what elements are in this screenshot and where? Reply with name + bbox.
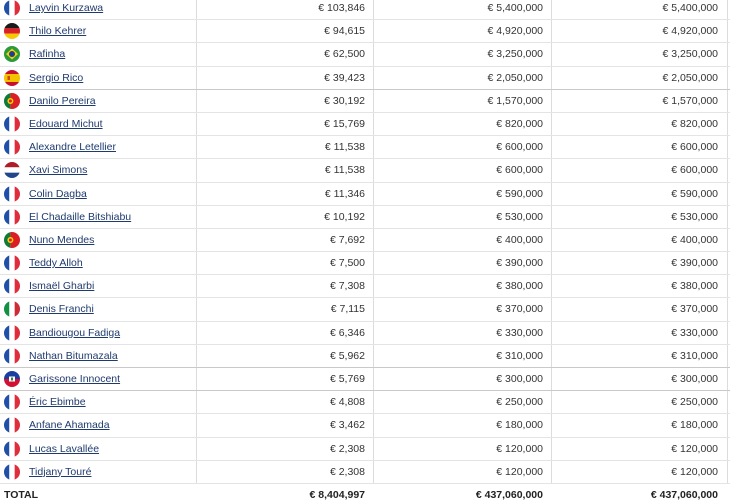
table-row	[0, 90, 730, 113]
table-row	[0, 275, 730, 298]
yearly-salary: € 5,400,000	[487, 2, 543, 14]
column-divider	[196, 0, 197, 19]
table-row	[0, 113, 730, 136]
column-divider	[373, 461, 374, 483]
column-divider	[196, 113, 197, 135]
table-row	[0, 252, 730, 275]
column-divider	[727, 136, 728, 158]
player-name-link[interactable]: Rafinha	[29, 48, 66, 61]
player-name-link[interactable]: Nuno Mendes	[29, 233, 95, 246]
column-divider	[196, 461, 197, 483]
table-row	[0, 461, 730, 484]
yearly-salary: € 370,000	[496, 303, 543, 316]
column-divider	[727, 298, 728, 320]
column-divider	[551, 159, 552, 181]
spain-flag-icon	[4, 70, 20, 86]
column-divider	[373, 0, 374, 19]
column-divider	[551, 229, 552, 251]
france-flag-icon	[4, 209, 20, 225]
column-divider	[196, 136, 197, 158]
column-divider	[196, 438, 197, 460]
weekly-wage: € 7,115	[330, 303, 365, 316]
weekly-wage: € 5,962	[329, 349, 365, 362]
column-divider	[196, 229, 197, 251]
france-flag-icon	[4, 278, 20, 294]
yearly-salary: € 120,000	[496, 442, 543, 455]
column-divider	[551, 322, 552, 344]
italy-flag-icon	[4, 301, 20, 317]
player-name-link[interactable]: Éric Ebimbe	[29, 396, 86, 409]
column-divider	[727, 391, 728, 413]
weekly-wage: € 39,423	[324, 71, 365, 84]
yearly-salary: € 390,000	[496, 257, 543, 270]
column-divider	[727, 206, 728, 228]
table-row	[0, 438, 730, 461]
column-divider	[373, 113, 374, 135]
total-weekly: € 8,404,997	[309, 489, 365, 501]
column-divider	[551, 20, 552, 42]
yearly-salary: € 330,000	[496, 326, 543, 339]
weekly-wage: € 2,308	[329, 442, 365, 455]
column-divider	[727, 113, 728, 135]
player-name-link[interactable]: Sergio Rico	[29, 71, 84, 84]
column-divider	[551, 183, 552, 205]
table-row	[0, 368, 730, 391]
weekly-wage: € 103,846	[318, 2, 365, 14]
column-divider	[373, 183, 374, 205]
weekly-wage: € 11,346	[324, 187, 365, 200]
adjusted-salary: € 600,000	[671, 164, 718, 177]
player-name-link[interactable]: Thilo Kehrer	[29, 25, 87, 38]
column-divider	[551, 0, 552, 19]
player-name-link[interactable]: Garissone Innocent	[29, 373, 121, 385]
column-divider	[727, 90, 728, 112]
adjusted-salary: € 120,000	[671, 465, 718, 478]
column-divider	[373, 368, 374, 390]
table-row	[0, 322, 730, 345]
yearly-salary: € 300,000	[496, 373, 543, 385]
france-flag-icon	[4, 186, 20, 202]
yearly-salary: € 600,000	[496, 164, 543, 177]
yearly-salary: € 2,050,000	[487, 71, 543, 84]
column-divider	[196, 20, 197, 42]
france-flag-icon	[4, 325, 20, 341]
column-divider	[373, 298, 374, 320]
column-divider	[373, 159, 374, 181]
column-divider	[196, 322, 197, 344]
weekly-wage: € 11,538	[324, 141, 365, 154]
yearly-salary: € 600,000	[496, 141, 543, 154]
column-divider	[727, 43, 728, 65]
yearly-salary: € 400,000	[496, 233, 543, 246]
player-name-link[interactable]: Layvin Kurzawa	[29, 2, 104, 14]
player-name-link[interactable]: Colin Dagba	[29, 187, 87, 200]
france-flag-icon	[4, 255, 20, 271]
adjusted-salary: € 530,000	[671, 210, 718, 223]
weekly-wage: € 7,308	[329, 280, 365, 293]
column-divider	[196, 67, 197, 89]
adjusted-salary: € 400,000	[671, 233, 718, 246]
column-divider	[551, 252, 552, 274]
player-name-link[interactable]: Nathan Bitumazala	[29, 349, 118, 362]
column-divider	[727, 414, 728, 436]
adjusted-salary: € 250,000	[671, 396, 718, 409]
player-name-link[interactable]: Edouard Michut	[29, 117, 103, 130]
table-row	[0, 20, 730, 43]
table-row	[0, 43, 730, 66]
table-row	[0, 345, 730, 368]
adjusted-salary: € 2,050,000	[662, 71, 718, 84]
column-divider	[373, 438, 374, 460]
column-divider	[551, 461, 552, 483]
portugal-flag-icon	[4, 93, 20, 109]
player-name-link[interactable]: Tidjany Touré	[29, 465, 92, 478]
adjusted-salary: € 1,570,000	[662, 94, 718, 107]
weekly-wage: € 6,346	[329, 326, 365, 339]
adjusted-salary: € 310,000	[671, 349, 718, 362]
column-divider	[373, 275, 374, 297]
player-name-link[interactable]: Teddy Alloh	[29, 257, 83, 270]
yearly-salary: € 3,250,000	[487, 48, 543, 61]
column-divider	[373, 20, 374, 42]
column-divider	[373, 67, 374, 89]
adjusted-salary: € 600,000	[671, 141, 718, 154]
adjusted-salary: € 180,000	[671, 419, 718, 432]
adjusted-salary: € 5,400,000	[662, 2, 718, 14]
portugal-flag-icon	[4, 232, 20, 248]
total-row	[0, 487, 730, 501]
column-divider	[551, 438, 552, 460]
weekly-wage: € 5,769	[329, 373, 365, 385]
player-name-link[interactable]: Xavi Simons	[29, 164, 88, 177]
player-name-link[interactable]: Anfane Ahamada	[29, 419, 110, 432]
player-name-link[interactable]: Lucas Lavallée	[29, 442, 100, 455]
column-divider	[196, 159, 197, 181]
adjusted-salary: € 4,920,000	[662, 25, 718, 38]
column-divider	[727, 159, 728, 181]
table-row	[0, 136, 730, 159]
adjusted-salary: € 380,000	[671, 280, 718, 293]
column-divider	[551, 67, 552, 89]
table-row	[0, 391, 730, 414]
column-divider	[373, 252, 374, 274]
table-row	[0, 67, 730, 90]
weekly-wage: € 3,462	[329, 419, 365, 432]
adjusted-salary: € 120,000	[671, 442, 718, 455]
column-divider	[727, 275, 728, 297]
column-divider	[551, 391, 552, 413]
yearly-salary: € 1,570,000	[487, 94, 543, 107]
france-flag-icon	[4, 441, 20, 457]
weekly-wage: € 15,769	[324, 117, 365, 130]
column-divider	[551, 90, 552, 112]
player-name-link[interactable]: Bandiougou Fadiga	[29, 326, 121, 339]
column-divider	[727, 183, 728, 205]
total-label: TOTAL	[4, 489, 39, 501]
france-flag-icon	[4, 139, 20, 155]
table-row	[0, 206, 730, 229]
table-row	[0, 414, 730, 437]
adjusted-salary: € 370,000	[671, 303, 718, 316]
adjusted-salary: € 300,000	[671, 373, 718, 385]
column-divider	[196, 298, 197, 320]
column-divider	[727, 461, 728, 483]
france-flag-icon	[4, 348, 20, 364]
weekly-wage: € 4,808	[329, 396, 365, 409]
weekly-wage: € 94,615	[324, 25, 365, 38]
yearly-salary: € 180,000	[496, 419, 543, 432]
yearly-salary: € 820,000	[496, 117, 543, 130]
yearly-salary: € 590,000	[496, 187, 543, 200]
column-divider	[551, 43, 552, 65]
column-divider	[727, 438, 728, 460]
column-divider	[551, 368, 552, 390]
column-divider	[727, 252, 728, 274]
france-flag-icon	[4, 0, 20, 16]
column-divider	[196, 275, 197, 297]
france-flag-icon	[4, 464, 20, 480]
column-divider	[373, 414, 374, 436]
column-divider	[196, 252, 197, 274]
column-divider	[196, 43, 197, 65]
column-divider	[373, 136, 374, 158]
germany-flag-icon	[4, 23, 20, 39]
column-divider	[727, 0, 728, 19]
yearly-salary: € 4,920,000	[487, 25, 543, 38]
player-name-link[interactable]: Denis Franchi	[29, 303, 94, 316]
column-divider	[196, 414, 197, 436]
weekly-wage: € 10,192	[324, 210, 365, 223]
column-divider	[373, 206, 374, 228]
column-divider	[551, 275, 552, 297]
column-divider	[196, 345, 197, 367]
yearly-salary: € 310,000	[496, 349, 543, 362]
column-divider	[373, 345, 374, 367]
france-flag-icon	[4, 116, 20, 132]
yearly-salary: € 250,000	[496, 396, 543, 409]
column-divider	[373, 322, 374, 344]
column-divider	[551, 414, 552, 436]
player-name-link[interactable]: El Chadaille Bitshiabu	[29, 210, 132, 223]
adjusted-salary: € 820,000	[671, 117, 718, 130]
table-row	[0, 159, 730, 182]
weekly-wage: € 2,308	[329, 465, 365, 478]
player-name-link[interactable]: Alexandre Letellier	[29, 141, 116, 154]
yearly-salary: € 120,000	[496, 465, 543, 478]
weekly-wage: € 62,500	[324, 48, 365, 61]
column-divider	[373, 391, 374, 413]
adjusted-salary: € 3,250,000	[662, 48, 718, 61]
weekly-wage: € 7,500	[329, 257, 365, 270]
column-divider	[727, 20, 728, 42]
column-divider	[196, 391, 197, 413]
player-name-link[interactable]: Ismaël Gharbi	[29, 280, 95, 293]
adjusted-salary: € 330,000	[671, 326, 718, 339]
total-adjusted: € 437,060,000	[650, 489, 718, 501]
column-divider	[551, 136, 552, 158]
column-divider	[196, 206, 197, 228]
yearly-salary: € 530,000	[496, 210, 543, 223]
column-divider	[727, 229, 728, 251]
weekly-wage: € 11,538	[324, 164, 365, 177]
weekly-wage: € 30,192	[324, 94, 365, 107]
adjusted-salary: € 590,000	[671, 187, 718, 200]
adjusted-salary: € 390,000	[671, 257, 718, 270]
column-divider	[373, 90, 374, 112]
weekly-wage: € 7,692	[329, 233, 365, 246]
table-row	[0, 229, 730, 252]
column-divider	[551, 298, 552, 320]
total-yearly: € 437,060,000	[475, 489, 543, 501]
column-divider	[373, 43, 374, 65]
column-divider	[551, 206, 552, 228]
column-divider	[727, 322, 728, 344]
column-divider	[727, 345, 728, 367]
france-flag-icon	[4, 417, 20, 433]
table-row	[0, 298, 730, 321]
column-divider	[727, 67, 728, 89]
column-divider	[551, 345, 552, 367]
column-divider	[196, 90, 197, 112]
column-divider	[196, 183, 197, 205]
brazil-flag-icon	[4, 46, 20, 62]
yearly-salary: € 380,000	[496, 280, 543, 293]
column-divider	[196, 368, 197, 390]
table-row	[0, 0, 730, 20]
france-flag-icon	[4, 394, 20, 410]
table-row	[0, 183, 730, 206]
player-name-link[interactable]: Danilo Pereira	[29, 94, 96, 107]
netherlands-flag-icon	[4, 162, 20, 178]
haiti-flag-icon	[4, 371, 20, 387]
column-divider	[727, 368, 728, 390]
column-divider	[551, 113, 552, 135]
column-divider	[373, 229, 374, 251]
